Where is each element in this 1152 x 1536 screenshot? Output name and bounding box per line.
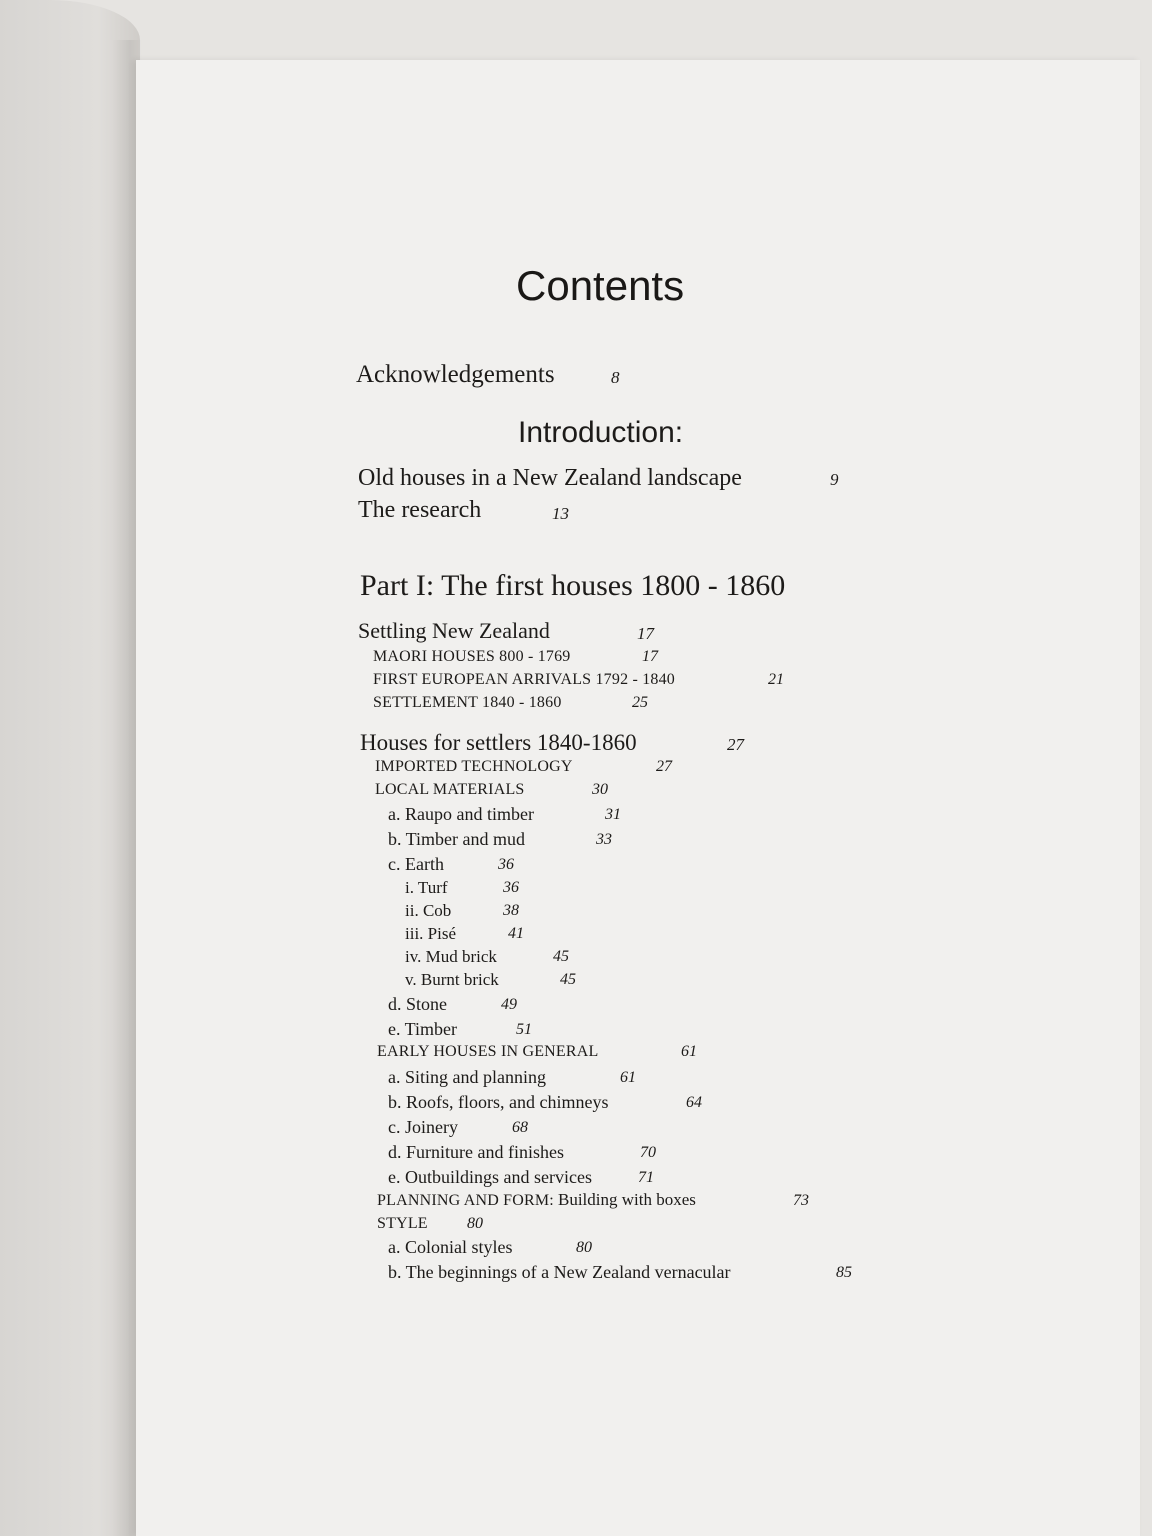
toc-subitem: iv. Mud brick <box>405 947 497 966</box>
toc-entry-acknowledgements: Acknowledgements <box>356 361 555 388</box>
section-heading-introduction: Introduction: <box>518 416 684 449</box>
toc-page-number: 25 <box>632 694 648 711</box>
toc-subentry: PLANNING AND FORM: <box>377 1192 554 1209</box>
toc-subentry: STYLE <box>377 1215 428 1232</box>
toc-item: a. Raupo and timber <box>388 804 534 824</box>
toc-item: d. Furniture and finishes <box>388 1142 564 1162</box>
toc-page-number: 51 <box>516 1021 532 1038</box>
toc-entry: The research <box>358 497 482 523</box>
toc-subitem: iii. Pisé <box>405 924 457 943</box>
toc-page-number: 41 <box>508 925 524 942</box>
toc-item: a. Colonial styles <box>388 1237 513 1257</box>
toc-item: d. Stone <box>388 994 448 1014</box>
toc-subitem: v. Burnt brick <box>405 970 499 989</box>
toc-subentry: MAORI HOUSES 800 - 1769 <box>373 648 571 665</box>
toc-page-number: 33 <box>596 831 612 848</box>
toc-subentry: FIRST EUROPEAN ARRIVALS 1792 - 1840 <box>373 671 676 688</box>
toc-subitem: i. Turf <box>405 878 448 897</box>
toc-page-number: 38 <box>503 902 519 919</box>
toc-page-number: 85 <box>836 1264 852 1281</box>
toc-entry-settling: Settling New Zealand <box>358 618 550 643</box>
toc-page-number: 8 <box>611 368 620 387</box>
toc-page-number: 21 <box>768 671 784 688</box>
toc-item: e. Timber <box>388 1019 458 1039</box>
toc-subentry: SETTLEMENT 1840 - 1860 <box>373 694 562 711</box>
toc-item: a. Siting and planning <box>388 1067 546 1087</box>
toc-page-number: 70 <box>640 1144 656 1161</box>
toc-page-number: 27 <box>727 735 744 754</box>
toc-subentry: EARLY HOUSES IN GENERAL <box>377 1043 599 1060</box>
toc-page-number: 71 <box>638 1169 654 1186</box>
toc-page-number: 80 <box>467 1215 483 1232</box>
toc-page-number: 61 <box>681 1043 697 1060</box>
toc-page-number: 64 <box>686 1094 702 1111</box>
toc-page-number: 61 <box>620 1069 636 1086</box>
toc-item: c. Joinery <box>388 1117 458 1137</box>
section-heading-part-1: Part I: The first houses 1800 - 1860 <box>360 569 786 602</box>
toc-page-number: 73 <box>793 1192 809 1209</box>
toc-subentry: LOCAL MATERIALS <box>375 781 525 798</box>
toc-item: b. Timber and mud <box>388 829 526 849</box>
toc-item: e. Outbuildings and services <box>388 1167 592 1187</box>
toc-page-number: 31 <box>605 806 621 823</box>
toc-page-number: 17 <box>642 648 658 665</box>
toc-entry-houses: Houses for settlers 1840-1860 <box>360 730 637 755</box>
toc-subentry: IMPORTED TECHNOLOGY <box>375 758 573 775</box>
toc-page-number: 17 <box>637 624 654 643</box>
toc-subentry-subtitle: Building with boxes <box>558 1190 696 1209</box>
toc-page-number: 36 <box>503 879 519 896</box>
toc-page-number: 45 <box>560 971 576 988</box>
toc-page-number: 68 <box>512 1119 528 1136</box>
toc-page-number: 45 <box>553 948 569 965</box>
toc-item: b. The beginnings of a New Zealand vernacular <box>388 1262 731 1282</box>
toc-page-number: 9 <box>830 470 839 489</box>
toc-page-number: 80 <box>576 1239 592 1256</box>
toc-entry: Old houses in a New Zealand landscape <box>358 465 742 491</box>
toc-item: b. Roofs, floors, and chimneys <box>388 1092 609 1112</box>
toc-subitem: ii. Cob <box>405 901 452 920</box>
toc-page-number: 30 <box>592 781 608 798</box>
toc-item: c. Earth <box>388 854 444 874</box>
toc-page-number: 13 <box>552 504 569 523</box>
toc-page-number: 49 <box>501 996 517 1013</box>
toc-page-number: 27 <box>656 758 672 775</box>
page-title: Contents <box>516 262 685 309</box>
toc-page-number: 36 <box>498 856 514 873</box>
